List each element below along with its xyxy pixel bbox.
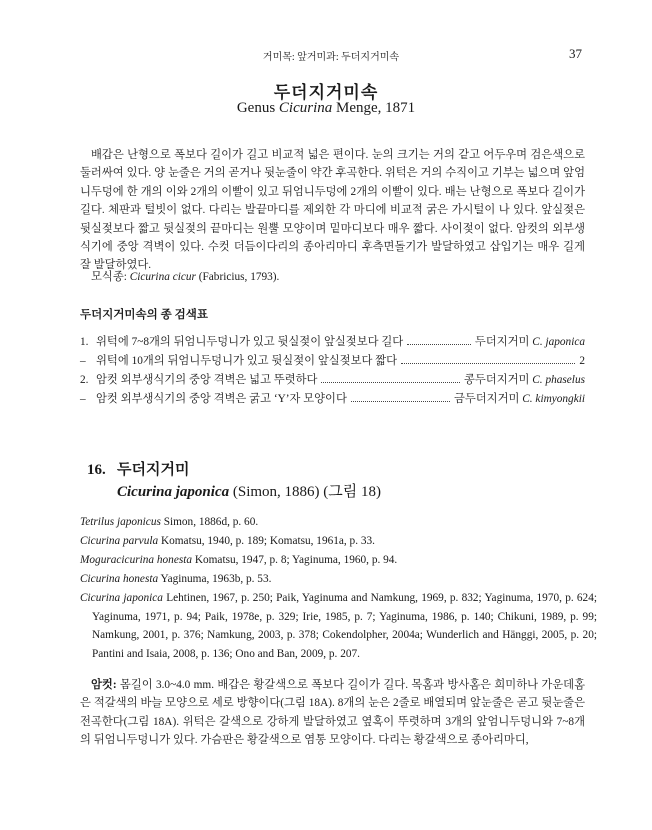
species-latin-heading bbox=[117, 480, 381, 501]
synonym-refs: Komatsu, 1947, p. 8; Yaginuma, 1960, p. 94. bbox=[192, 554, 398, 566]
synonym-refs: Lehtinen, 1967, p. 250; Paik, Yaginuma and Namkung, 1969, p. 832; Yaginuma, 1970, p. 624; Yaginuma, 1971, p. 94; Paik, 1978e, p. 329; Irie, 1985, p. 7; Yaginuma, 1986, p. 140; Chikuni, 1989, p. 99; Namkung, 2001, p. 376; Namkung, 2003, p. 378; Cokendolpher, 2004a; Wunderlich and Hänggi, 2005, p. 20; Pantini and Isaia, 2008, p. 136; Ono and Ban, 2009, p. 207. bbox=[92, 592, 597, 660]
synonymy-entry bbox=[80, 589, 597, 663]
type-species-name: Cicurina cicur bbox=[129, 271, 196, 283]
species-latin-name: Cicurina japonica bbox=[117, 484, 230, 500]
type-species bbox=[91, 268, 279, 284]
key-row-mark: – bbox=[80, 355, 86, 367]
key-row bbox=[80, 390, 585, 408]
species-heading bbox=[87, 458, 189, 479]
synonymy-entry bbox=[80, 513, 585, 532]
key-row bbox=[80, 371, 585, 389]
leader-dots bbox=[407, 344, 471, 345]
leader-dots bbox=[351, 401, 450, 402]
key-row bbox=[80, 352, 585, 370]
female-label: 암컷: bbox=[91, 679, 120, 691]
species-korean-name: 두더지거미 bbox=[117, 462, 190, 478]
species-number: 16. bbox=[87, 462, 106, 478]
synonym-name: Cicurina japonica bbox=[80, 592, 163, 604]
key-result-korean: 두더지거미 bbox=[474, 336, 533, 348]
synonym-name: Cicurina parvula bbox=[80, 535, 159, 547]
genus-latin-title bbox=[0, 100, 652, 117]
synonym-refs: Yaginuma, 1963b, p. 53. bbox=[158, 573, 272, 585]
page-number: 37 bbox=[569, 46, 582, 61]
key-result-korean: 2 bbox=[579, 355, 585, 367]
leader-dots bbox=[321, 382, 459, 383]
key-result-korean: 금두더지거미 bbox=[453, 393, 523, 405]
key-row-text: 위턱에 7~8개의 뒤엄니두덩니가 있고 뒷실젖이 앞실젖보다 길다 bbox=[96, 336, 404, 348]
synonym-refs: Simon, 1886d, p. 60. bbox=[160, 516, 259, 528]
key-result-korean: 콩두더지거미 bbox=[463, 374, 533, 386]
synonym-name: Tetrilus japonicus bbox=[80, 516, 161, 528]
genus-korean-title: 두더지거미속 bbox=[273, 83, 379, 102]
synonymy-entry bbox=[80, 570, 585, 589]
key-row-result bbox=[464, 371, 585, 387]
female-description bbox=[80, 676, 585, 750]
synonymy-entry bbox=[80, 532, 585, 551]
key-result-latin: C. japonica bbox=[532, 336, 585, 348]
synonymy-entry bbox=[80, 551, 585, 570]
key-row bbox=[80, 333, 585, 351]
type-species-authority: (Fabricius, 1793). bbox=[195, 271, 280, 283]
female-text: 몸길이 3.0~4.0 mm. 배갑은 황갈색으로 폭보다 길이가 길다. 목홈과 방사홈은 희미하나 가운데홈은 적갈색의 바늘 모양으로 세로 방향이다(그림 18A). 8개의 눈은 2줄로 배열되며 앞눈줄은 곧고 뒷눈줄은 전곡한다(그림 18A). 위턱은 갈색으로 강하게 발달하였고 옆혹이 뚜렷하며 3개의 앞엄니두덩니와 7~8개의 뒤엄니두덩니가 있다. 가슴판은 황갈색으로 염통 모양이다. 다리는 황갈색으로 종아리마디, bbox=[80, 679, 585, 747]
key-row-result bbox=[475, 333, 585, 349]
key-row-text: 위턱에 10개의 뒤엄니두덩니가 있고 뒷실젖이 앞실젖보다 짧다 bbox=[96, 355, 398, 367]
key-row-text: 암컷 외부생식기의 중앙 격벽은 넓고 뚜렷하다 bbox=[96, 374, 318, 386]
running-header bbox=[80, 46, 582, 62]
key-title: 두더지거미속의 종 검색표 bbox=[80, 309, 208, 321]
synonym-name: Moguracicurina honesta bbox=[80, 554, 193, 566]
key-row-mark: – bbox=[80, 393, 86, 405]
genus-latin-name: Cicurina bbox=[278, 100, 333, 116]
key-row-text: 암컷 외부생식기의 중앙 격벽은 굵고 ‘Y’자 모양이다 bbox=[96, 393, 347, 405]
leader-dots bbox=[401, 363, 575, 364]
genus-prefix: Genus bbox=[236, 100, 279, 116]
synonym-name: Cicurina honesta bbox=[80, 573, 159, 585]
running-title: 거미목: 앞거미과: 두더지거미속 bbox=[262, 52, 400, 63]
type-species-label: 모식종: bbox=[91, 271, 130, 283]
synonym-refs: Komatsu, 1940, p. 189; Komatsu, 1961a, p. 33. bbox=[158, 535, 375, 547]
key-row-result bbox=[454, 390, 585, 406]
key-row-mark: 1. bbox=[80, 336, 89, 348]
species-authority: (Simon, 1886) (그림 18) bbox=[229, 484, 381, 500]
genus-description: 배갑은 난형으로 폭보다 길이가 길고 비교적 넓은 편이다. 눈의 크기는 거의 같고 어두우며 검은색으로 둘러싸여 있다. 양 눈줄은 거의 곧거나 뒷눈줄이 약간 후곡한다. 위턱은 거의 수직이고 기부는 넓으며 앞엄니두덩에 한 개의 이와 2개의 이빨이 있고 뒤엄니두덩에 2개의 이빨이 있다. 배는 난형으로 폭보다 길이가 길다. 체판과 털빗이 없다. 다리는 발끝마디를 제외한 각 마디에 비교적 굵은 가시털이 나 있다. 앞실젖은 뒷실젖보다 짧고 뒷실젖의 끝마디는 원뿔 모양이며 밑마디보다 매우 짧다. 사이젖이 없다. 암컷의 외부생식기에 중앙 격벽이 있다. 수컷 더듬이다리의 종아리마디 후측면돌기가 발달하였고 삽입기는 매우 길게 잘 발달하였다. bbox=[80, 149, 585, 272]
key-row-mark: 2. bbox=[80, 374, 89, 386]
genus-authority: Menge, 1871 bbox=[332, 100, 416, 116]
key-result-latin: C. phaselus bbox=[532, 374, 585, 386]
key-result-latin: C. kimyongkii bbox=[522, 393, 585, 405]
key-row-result bbox=[579, 355, 585, 367]
